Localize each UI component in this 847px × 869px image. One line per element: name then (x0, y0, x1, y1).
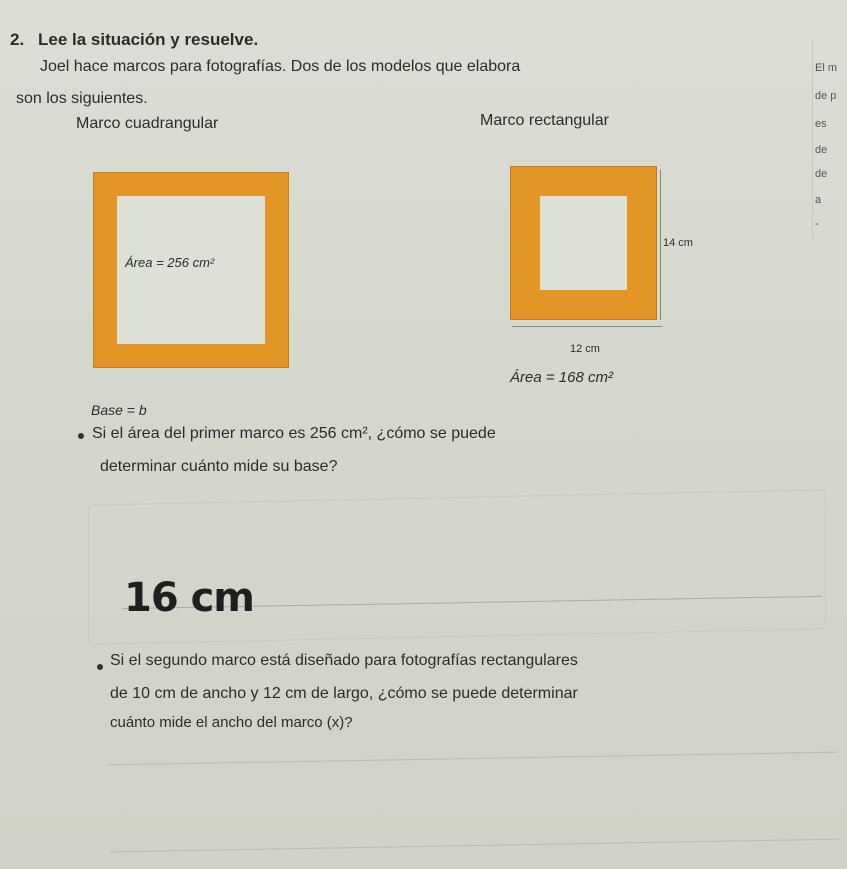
square-base-label: Base = b (91, 402, 147, 418)
square-frame-title: Marco cuadrangular (76, 115, 219, 132)
width-dimension-line (512, 326, 662, 327)
height-dimension-line (660, 170, 661, 320)
problem-intro-line1: Joel hace marcos para fotografías. Dos de los modelos que elabora (40, 58, 521, 75)
side-margin-text: es (815, 118, 827, 130)
problem-number: 2. (10, 30, 25, 49)
bullet-point (78, 433, 84, 439)
rect-frame-figure (510, 166, 657, 320)
answer-line-2[interactable] (108, 752, 838, 766)
problem-title: Lee la situación y resuelve. (38, 30, 259, 49)
question1-line1: Si el área del primer marco es 256 cm², ¿cómo se puede (92, 425, 496, 442)
question2-line1: Si el segundo marco está diseñado para fotografías rectangulares (110, 652, 578, 669)
rect-width-label: 12 cm (570, 343, 600, 355)
rect-frame-area-label: Área = 168 cm² (510, 369, 613, 386)
handwritten-answer-1: 16 cm (124, 575, 254, 621)
question2-line3: cuánto mide el ancho del marco (x)? (110, 714, 353, 731)
rect-frame-title: Marco rectangular (480, 112, 609, 129)
answer-box-1[interactable] (88, 489, 826, 644)
square-frame-opening (117, 196, 265, 344)
question2-line2: de 10 cm de ancho y 12 cm de largo, ¿cómo se puede determinar (110, 685, 578, 702)
problem-intro-line2: son los siguientes. (16, 90, 148, 107)
answer-line-3[interactable] (110, 839, 840, 853)
rect-frame-opening (540, 196, 627, 290)
question1-line2: determinar cuánto mide su base? (100, 458, 338, 475)
side-margin-text: de (815, 168, 828, 180)
side-margin-text: El m (815, 62, 837, 74)
side-margin-text: a (815, 194, 822, 206)
side-margin-text: de p (815, 90, 837, 102)
margin-divider (812, 40, 813, 240)
rect-height-label: 14 cm (663, 237, 693, 249)
side-margin-text: - (815, 218, 819, 230)
square-frame-figure (93, 172, 289, 368)
square-frame-area-label: Área = 256 cm² (125, 255, 215, 270)
side-margin-text: de (815, 144, 828, 156)
bullet-point (97, 664, 103, 670)
